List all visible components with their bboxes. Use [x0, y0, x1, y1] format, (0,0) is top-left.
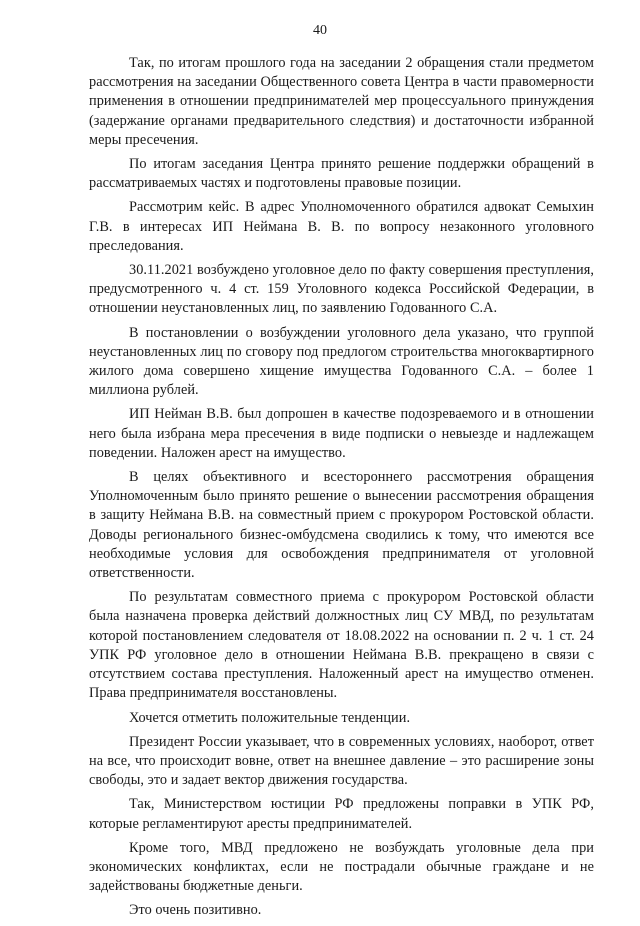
paragraph: Так, Министерством юстиции РФ предложены поправки в УПК РФ, которые регламентируют аресты предпринимателей. [89, 796, 594, 832]
page-number: 40 [313, 23, 327, 38]
paragraph: 30.11.2021 возбуждено уголовное дело по факту совершения преступления, предусмотренного ч. 4 ст. 159 Уголовного кодекса Российской Федерации, в отношении неустановленных лиц, по заявлению Годованного С.А. [89, 262, 594, 317]
paragraph: Это очень позитивно. [129, 902, 262, 919]
paragraph: ИП Нейман В.В. был допрошен в качестве подозреваемого и в отношении него была избрана мера пресечения в виде подписки о невыезде и надлежащем поведении. Наложен арест на имущество. [89, 406, 594, 461]
paragraph: Так, по итогам прошлого года на заседании 2 обращения стали предметом рассмотрения на заседании Общественного совета Центра в части правомерности применения в отношении предпринимателей мер процессуального принуждения (задержание органами предварительного следствия) и достаточности избранной меры пресечения. [89, 55, 594, 148]
paragraph: По результатам совместного приема с прокурором Ростовской области была назначена проверка действий должностных лиц СУ МВД, по результатам которой постановлением следователя от 18.08.2022 на основании п. 2 ч. 1 ст. 24 УПК РФ уголовное дело в отношении Неймана В.В. прекращено в связи с отсутствием состава преступления. Наложенный арест на имущество отменен. Права предпринимателя восстановлены. [89, 589, 594, 702]
paragraph: Хочется отметить положительные тенденции. [129, 709, 411, 726]
paragraph: В целях объективного и всестороннего рассмотрения обращения Уполномоченным было принято решение о вынесении рассмотрения обращения в защиту Неймана В.В. на совместный прием с прокурором Ростовской области. Доводы регионального бизнес-омбудсмена сводились к тому, что имеются все необходимые условия для освобождения предпринимателя от уголовной ответственности. [89, 469, 594, 582]
document-body [89, 54, 594, 926]
paragraph: По итогам заседания Центра принято решение поддержки обращений в рассматриваемых частях и подготовлены правовые позиции. [89, 156, 594, 192]
paragraph: В постановлении о возбуждении уголовного дела указано, что группой неустановленных лиц по сговору под предлогом строительства многоквартирного жилого дома совершено хищение имущества Годованного С.А. – более 1 миллиона рублей. [89, 324, 594, 399]
paragraph: Рассмотрим кейс. В адрес Уполномоченного обратился адвокат Семыхин Г.В. в интересах ИП Неймана В. В. по вопросу незаконного уголовного преследования. [89, 199, 594, 254]
paragraph: Президент России указывает, что в современных условиях, наоборот, ответ на все, что происходит вовне, ответ на внешнее давление – это расширение зоны свободы, это и задает вектор движения государства. [89, 733, 594, 789]
paragraph: Кроме того, МВД предложено не возбуждать уголовные дела при экономических конфликтах, если не пострадали обычные граждане и не задействованы бюджетные деньги. [89, 839, 594, 895]
